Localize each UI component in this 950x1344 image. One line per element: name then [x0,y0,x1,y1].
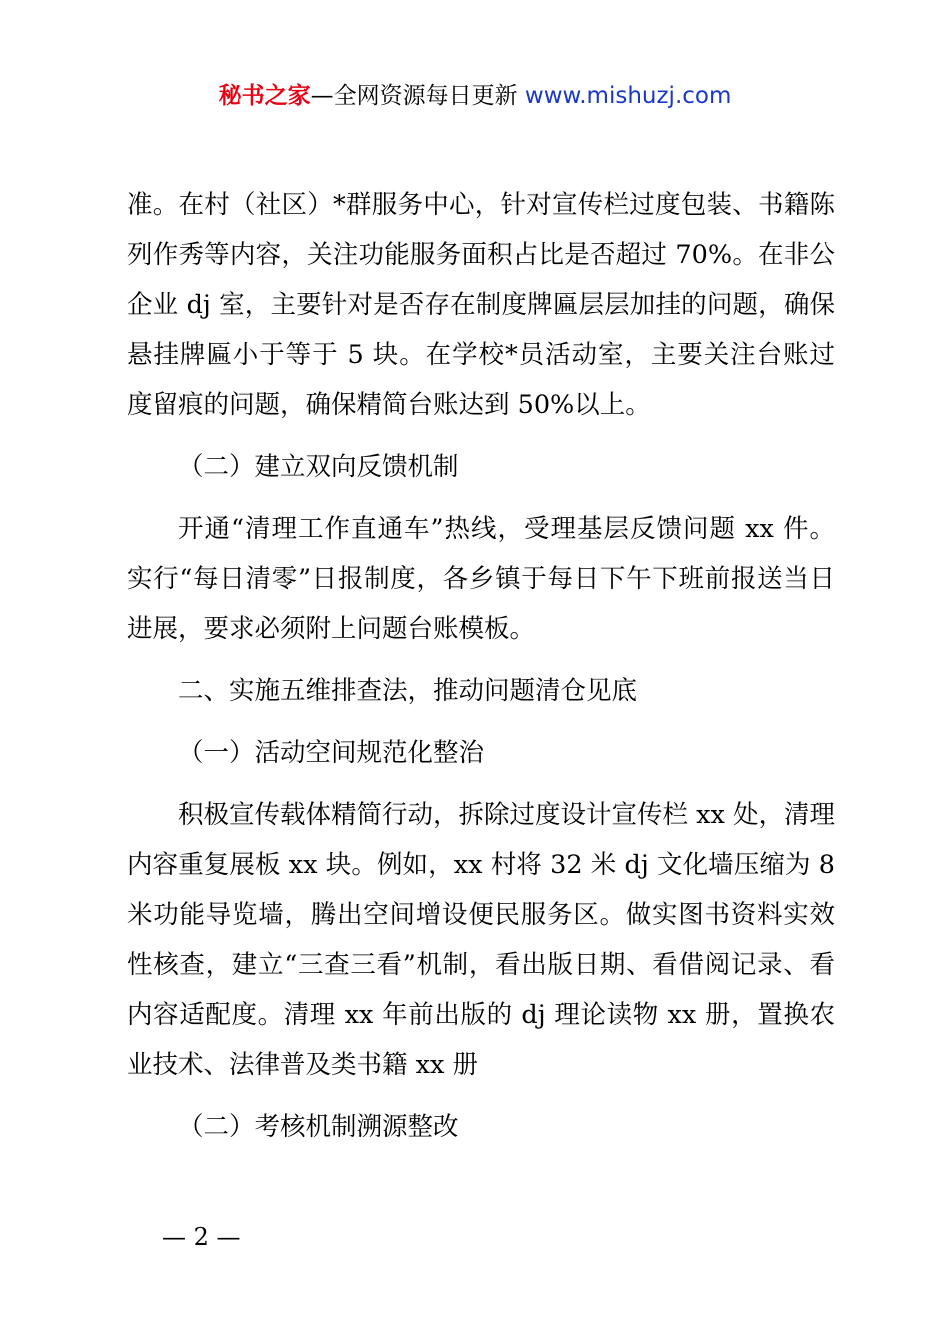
section-heading-2-1: （一）活动空间规范化整治 [178,738,485,768]
page-number: — 2 — [162,1223,241,1251]
chapter-heading-2: 二、实施五维排查法，推动问题清仓见底 [178,676,638,706]
paragraph-continued: 准。在村（社区）*群服务中心，针对宣传栏过度包装、书籍陈列作秀等内容，关注功能服务面积占比是否超过 70%。在非公企业 dj 室，主要针对是否存在制度牌匾层层加挂的问题，确保悬挂牌匾小于等于 5 块。在学校*员活动室，主要关注台账过度留痕的问题，确保精简台账达到 50%以上。 [127,190,835,420]
site-url[interactable]: www.mishuzj.com [524,83,732,109]
section-heading-2-2b: （二）考核机制溯源整改 [178,1112,459,1142]
paragraph-space-rectification: 积极宣传载体精简行动，拆除过度设计宣传栏 xx 处，清理内容重复展板 xx 块。例如，xx 村将 32 米 dj 文化墙压缩为 8 米功能导览墙，腾出空间增设便民服务区。做实图书资料实效性核查，建立“三查三看”机制，看出版日期、看借阅记录、看内容适配度。清理 xx 年前出版的 dj 理论读物 xx 册，置换农业技术、法律普及类书籍 xx 册 [127,800,844,1080]
section-heading-2-2: （二）建立双向反馈机制 [178,452,459,482]
site-brand: 秘书之家 [218,83,311,109]
paragraph-feedback: 开通“清理工作直通车”热线，受理基层反馈问题 xx 件。实行“每日清零”日报制度，各乡镇于每日下午下班前报送当日进展，要求必须附上问题台账模板。 [127,514,835,644]
document-body [127,180,844,1152]
site-header [0,80,950,112]
site-tagline: —全网资源每日更新 [310,83,518,109]
